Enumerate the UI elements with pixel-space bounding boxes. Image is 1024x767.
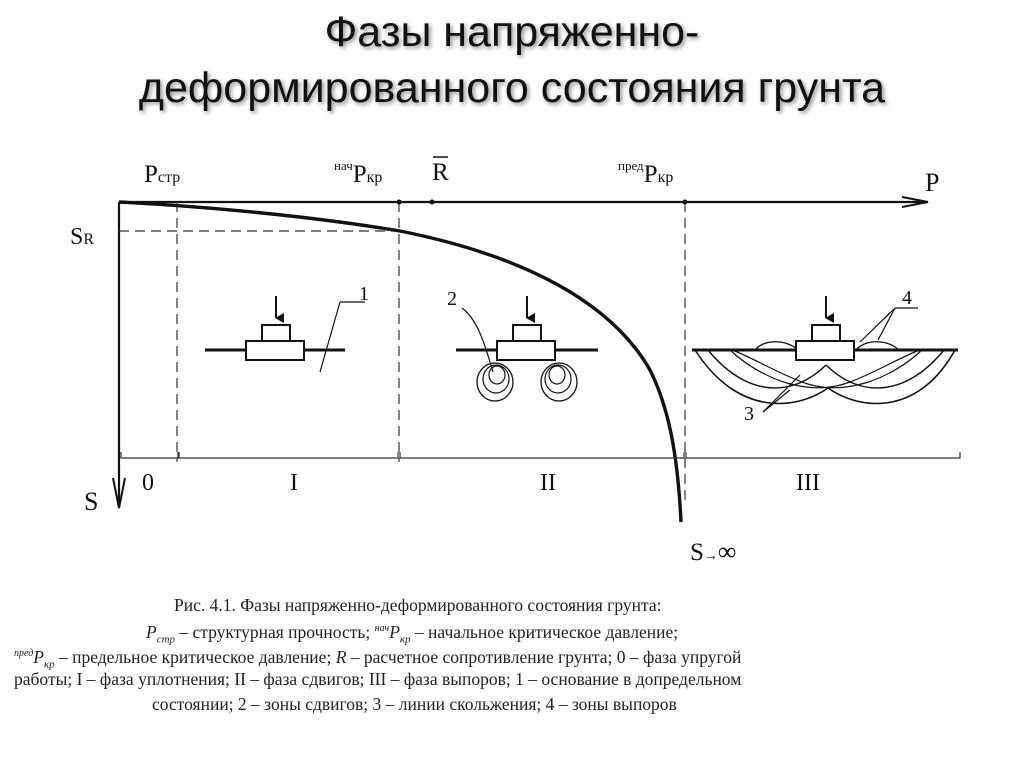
title-line-2: деформированного состояния грунта (138, 64, 886, 112)
title-line-1: Фазы напряженно- (324, 8, 700, 56)
callout-4-label: 4 (902, 287, 912, 309)
caption-line-4: работы; I – фаза уплотнения; II – фаза сдвигов; III – фаза выпоров; 1 – основание в допредельном (14, 669, 742, 689)
callout-1-label: 1 (359, 283, 369, 305)
r-point (430, 200, 435, 205)
s-infinity-label: S→∞ (690, 537, 737, 566)
phase-1-label: I (290, 470, 298, 496)
caption-line-5: состоянии; 2 – зоны сдвигов; 3 – линии скольжения; 4 – зоны выпоров (152, 694, 677, 714)
foundation-phase-1 (205, 296, 365, 372)
phase-0-label: 0 (142, 470, 154, 496)
callout-3-label: 3 (744, 403, 754, 425)
phase-3-label: III (796, 470, 820, 496)
p-kr-nach-point (397, 200, 402, 205)
p-kr-pred-label: $^{пред}$Pкр (618, 158, 674, 188)
p-kr-pred-point (683, 200, 688, 205)
s-r-label: SR (70, 224, 95, 250)
settlement-curve (119, 202, 681, 522)
foundation-phase-3 (692, 296, 958, 412)
r-label: R (432, 159, 449, 186)
p-str-label: Pстр (144, 161, 181, 188)
foundation-phase-2 (456, 296, 598, 401)
callout-2-label: 2 (447, 288, 457, 310)
phase-braces (121, 452, 960, 458)
caption-line-3: $^{пред}P_{кр}$ – предельное критическое давление; R – расчетное сопротивление грунта; 0 – фаза упругой (14, 646, 742, 671)
p-kr-nach-label: $^{нач}$Pкр (334, 158, 383, 188)
s-axis-label: S (84, 487, 99, 516)
p-axis-label: P (925, 168, 940, 197)
caption-line-1: Рис. 4.1. Фазы напряженно-деформированного состояния грунта: (174, 595, 662, 615)
caption-line-2: $P_{стр}$ – структурная прочность; $^{нач}P_{кр}$ – начальное критическое давление; (146, 621, 679, 646)
phase-2-label: II (540, 470, 556, 496)
